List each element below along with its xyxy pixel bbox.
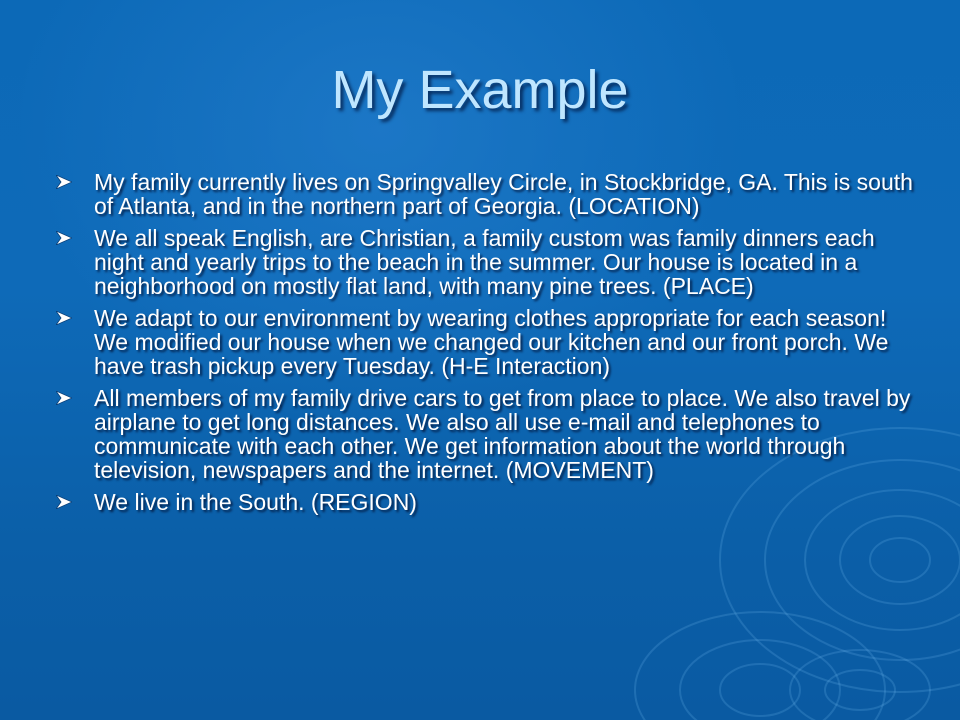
slide-title: My Example — [331, 60, 629, 120]
bullet-place — [56, 226, 916, 298]
arrowhead-bullet-icon — [56, 391, 72, 405]
bullet-text: We live in the South. (REGION) — [94, 489, 417, 515]
bullet-text: My family currently lives on Springvalley Circle, in Stockbridge, GA. This is south of Atlanta, and in the northern part of Georgia. (LOCATION) — [94, 169, 913, 219]
bullet-text: All members of my family drive cars to get from place to place. We also travel by airplane to get long distances. We also all use e-mail and telephones to communicate with each other. We get information about the world through television, newspapers and the internet. (MOVEMENT) — [94, 385, 911, 483]
bullet-movement — [56, 386, 916, 482]
bullet-region — [56, 490, 916, 514]
bullet-text: We adapt to our environment by wearing clothes appropriate for each season! We modified our house when we changed our kitchen and our front porch. We have trash pickup every Tuesday. (H-E Interaction) — [94, 305, 889, 379]
bullet-list — [56, 170, 916, 522]
bullet-he-interaction — [56, 306, 916, 378]
arrowhead-bullet-icon — [56, 495, 72, 509]
bullet-text: We all speak English, are Christian, a family custom was family dinners each night and yearly trips to the beach in the summer. Our house is located in a neighborhood on mostly flat land, with many pine trees. (PLACE) — [94, 225, 875, 299]
arrowhead-bullet-icon — [56, 231, 72, 245]
bullet-location — [56, 170, 916, 218]
arrowhead-bullet-icon — [56, 311, 72, 325]
arrowhead-bullet-icon — [56, 175, 72, 189]
